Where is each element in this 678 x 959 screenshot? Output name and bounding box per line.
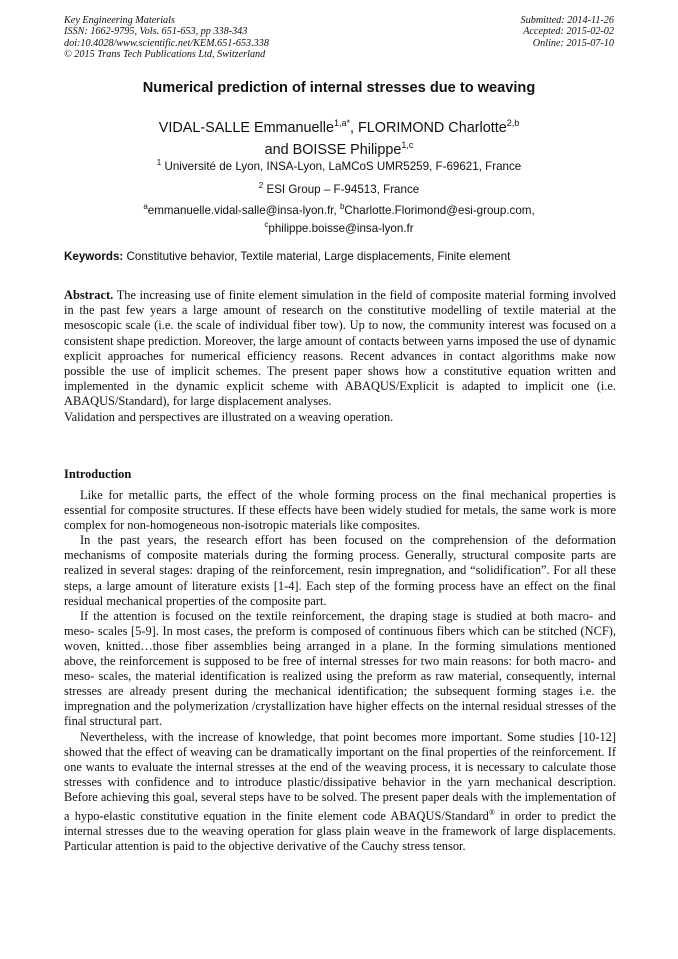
email-address: emmanuelle.vidal-salle@insa-lyon.fr, [147, 203, 340, 217]
body-text: in order to predict the internal stresses due to the weaving operation for glass plain weave in the framework of large displacements. Particular attention is paid to the objective derivative of the Cauchy stress tensor. [64, 809, 616, 854]
affiliation-1 [0, 156, 678, 174]
author-name: BOISSE Philippe [292, 141, 402, 158]
paper-title: Numerical prediction of internal stresses due to weaving [142, 80, 536, 96]
section-heading-introduction: Introduction [64, 467, 132, 481]
affiliation-marker: 1 [156, 158, 162, 167]
body-text: Nevertheless, with the increase of knowledge, that point becomes more important. Some studies [10-12] showed that the effect of weaving can be dramatically important on the final properties of the reinforcement. If one wants to evaluate the internal stresses at the end of the weaving process, it is necessary to calculate those stresses with confidence and to introduce plastic/dissipative behavior in the yarn mechanical description. Before achieving this goal, several steps have to be solved. The present paper deals with the implementation of a hypo-elastic constitutive equation in the finite element code ABAQUS/Standard [64, 729, 616, 824]
submitted-date: Submitted: 2014-11-26 [520, 15, 614, 26]
journal-name: Key Engineering Materials [64, 15, 175, 26]
email-marker: c [264, 220, 269, 230]
author-list [0, 115, 678, 159]
author-marker: 1,a* [333, 118, 350, 128]
email-marker: b [339, 202, 345, 211]
keywords-text: Constitutive behavior, Textile material, Large displacements, Finite element [123, 250, 511, 263]
journal-issn: ISSN: 1662-9795, Vols. 651-653, pp 338-343 [64, 26, 248, 38]
keywords [64, 250, 614, 263]
affiliation-text: ESI Group – F-94513, France [263, 182, 420, 196]
author-marker: 2,b [506, 118, 520, 128]
abstract-text: The increasing use of finite element simulation in the field of composite material forming involved in the past few years a large amount of research on the constitutive modelling of textile material at the mesoscopic scale (i.e. the scale of individual fiber tow). Up to now, the community interest was focused on a consistent shape prediction. Moreover, the large amount of contacts between yarns imposed the use of dynamic explicit approaches for numerical efficiency reasons. Recent advances in contact algorithms make now possible the use of implicit schemes. The present paper shows how a constitutive equation written and implemented in the dynamic explicit scheme with ABAQUS/Explicit is adapted to implicit one (i.e. ABAQUS/Standard), for large displacement analyses. [64, 288, 616, 409]
abstract-paragraph: Validation and perspectives are illustrated on a weaving operation. [64, 409, 394, 424]
introduction-body [64, 488, 616, 854]
keywords-label: Keywords: [64, 250, 124, 263]
author-name: FLORIMOND Charlotte [357, 119, 507, 136]
email-marker: a [143, 202, 148, 211]
abstract-paragraph [64, 288, 616, 410]
affiliation-text: Université de Lyon, INSA-Lyon, LaMCoS UMR5259, F-69621, France [161, 159, 522, 173]
accepted-date: Accepted: 2015-02-02 [523, 26, 614, 38]
body-paragraph: In the past years, the research effort has been focused on the comprehension of the deformation mechanisms of composite materials during the forming process. Generally, structural composite parts are realized in several stages: draping of the reinforcement, resin impregnation, and “solidification”. For all these steps, a large amount of literature exists [1-4]. Each step of the forming process have an effect on the final residual mechanical properties of the composite part. [64, 533, 616, 608]
abstract-label: Abstract. [64, 288, 114, 302]
author-name: VIDAL-SALLE Emmanuelle [158, 119, 334, 136]
registered-mark: ® [488, 807, 495, 817]
online-date: Online: 2015-07-10 [532, 37, 614, 49]
body-paragraph [64, 730, 616, 855]
affiliation-2 [0, 179, 678, 197]
journal-info [64, 15, 269, 61]
email-address: Charlotte.Florimond@esi-group.com, [344, 203, 535, 217]
submission-dates [521, 15, 614, 49]
author-marker: 1,c [401, 139, 414, 150]
body-paragraph: If the attention is focused on the textile reinforcement, the draping stage is studied at both macro- and meso- scales [5-9]. In most cases, the preform is composed of continuous fibers which can be stitched (NCF), woven, knitted…those fiber assemblies being arranged in a plane. In the forming simulations mentioned above, the reinforcement is supposed to be free of internal stresses for two main reasons: for both macro- and meso- scales, the material identification is realized using the preform as raw material, consequently, internal stresses are already present during the mechanical identification; the subsequent forming stages i.e. the impregnation and the polymerization /crystallization have higher effects on the internal residual stresses of the final structural part. [64, 608, 616, 729]
abstract [64, 288, 616, 425]
author-separator: and [264, 141, 293, 158]
journal-doi: doi:10.4028/www.scientific.net/KEM.651-653.338 [64, 37, 269, 49]
affiliation-marker: 2 [258, 181, 264, 190]
email-address: philippe.boisse@insa-lyon.fr [268, 222, 414, 236]
journal-copyright: © 2015 Trans Tech Publications Ltd, Switzerland [64, 49, 266, 61]
author-emails [0, 200, 678, 237]
body-paragraph: Like for metallic parts, the effect of the whole forming process on the final mechanical properties is essential for composite structures. If these effects have been widely studied for metals, the same work is more complex for non-homogeneous non-isotropic materials like composites. [64, 488, 616, 533]
author-separator: , [349, 119, 358, 136]
